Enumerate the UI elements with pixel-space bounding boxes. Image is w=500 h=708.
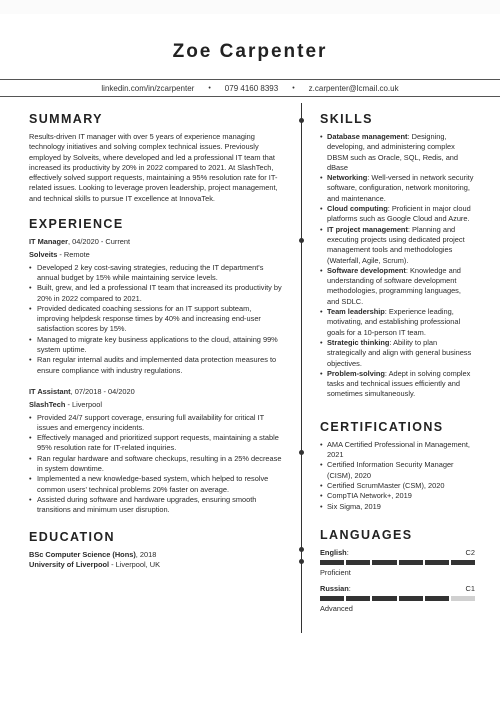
job-bullet: • Effectively managed and prioritized support requests, maintaining a stable 95% resolution rate for IT-related inquiries. [37, 433, 285, 454]
language-level-segment [372, 596, 396, 601]
linkedin-link[interactable]: linkedin.com/in/zcarpenter [101, 83, 195, 93]
summary-text: Results-driven IT manager with over 5 years of experience managing technology initiatives and solving complex technical issues. Previously employed by Solveits, where developed and led a professional IT team that increased its productivity by 20% in 2022 compared to 2021. At SlashTech, effectively solved support requests, maintaining a 95% resolution rate for IT-related issues. Looking to leverage proven leadership, project management, and technical skills to pursue IT excellence at InnovaTek. [29, 132, 278, 203]
languages-heading: LANGUAGES [320, 527, 413, 542]
language-level-segment [372, 560, 396, 565]
summary-section [29, 112, 285, 204]
certifications-heading: CERTIFICATIONS [320, 419, 444, 434]
section-marker-dot [299, 547, 304, 552]
skills-heading: SKILLS [320, 112, 373, 126]
certification-item: • CompTIA Network+, 2019 [320, 491, 412, 501]
job-bullet: • Implemented a new knowledge-based system, which helped to resolve common users' technical problems 20% faster on average. [37, 474, 285, 495]
job-bullet: • Provided 24/7 support coverage, ensuring full availability for critical IT issues and emergency incidents. [37, 413, 285, 434]
job-bullet: • Ran regular internal audits and implemented data protection measures to ensure compliance with industry regulations. [37, 355, 285, 376]
language-level: Advanced [320, 603, 353, 613]
skill-item: • Strategic thinking: Ability to plan strategically and align with general business objectives. [320, 337, 472, 368]
language-level-segment [320, 596, 344, 601]
contact-bottom-rule [0, 96, 500, 97]
page-top-strip [0, 0, 500, 14]
contact-separator: • [208, 84, 211, 92]
language-code: C1 [465, 583, 475, 593]
candidate-name: Zoe Carpenter [172, 41, 328, 62]
right-column [320, 112, 475, 614]
job-entry [29, 237, 285, 376]
language-name: English [320, 547, 347, 557]
job-bullet: • Ran regular hardware and software checkups, resulting in a 25% decrease in system downtime. [37, 454, 285, 475]
left-column [29, 112, 285, 570]
certification-item: • Six Sigma, 2019 [320, 501, 381, 511]
language-level-segment [320, 560, 344, 565]
job-bullet: • Managed to migrate key business applications to the cloud, attaining 99% system uptime. [37, 335, 285, 356]
job-bullet: • Provided dedicated coaching sessions for an IT support subteam, improving helpdesk response times by 40% and increasing end-user satisfaction scores by 15%. [37, 304, 285, 335]
education-heading: EDUCATION [29, 529, 115, 544]
skill-item: • Database management: Designing, developing, and administering complex DBSM such as Oracle, SQL, Redis, and dBase [320, 132, 459, 172]
language-level-segment [346, 596, 370, 601]
language-level-segment [451, 560, 475, 565]
language-code: C2 [465, 547, 475, 557]
skill-item: • Networking: Well-versed in network security software, configuration, network monitoring, and maintenance. [320, 173, 474, 203]
job-company: Solveits - Remote [29, 250, 90, 260]
language-name: Russian [320, 583, 349, 593]
education-degree: BSc Computer Science (Hons), 2018 [29, 549, 157, 559]
experience-heading: EXPERIENCE [29, 217, 124, 232]
language-level-segment [399, 596, 423, 601]
email-link[interactable]: z.carpenter@lcmail.co.uk [308, 83, 399, 93]
language-row: Russian: C1 [320, 583, 475, 593]
education-school: University of Liverpool - Liverpool, UK [29, 559, 161, 569]
phone-number[interactable]: 079 4160 8393 [224, 83, 279, 93]
skill-item: • Team leadership: Experience leading, motivating, and establishing professional goals for a 10-person IT team. [320, 307, 461, 337]
language-level-segment [451, 596, 475, 601]
certification-item: • AMA Certified Professional in Management, 2021 [320, 439, 470, 460]
language-row: English: C2 [320, 547, 475, 557]
language-level-bar [320, 596, 475, 601]
language-entry [320, 584, 475, 614]
language-level-segment [425, 560, 449, 565]
education-section [29, 530, 285, 571]
language-level: Proficient [320, 567, 351, 577]
job-bullet: • Built, grew, and led a professional IT team that increased its productivity by 20% in 2022 compared to 2021. [37, 283, 285, 304]
language-level-segment [399, 560, 423, 565]
language-level-bar [320, 560, 475, 565]
certification-item: • Certified ScrumMaster (CSM), 2020 [320, 480, 445, 490]
job-bullets [29, 263, 285, 376]
experience-section [29, 217, 285, 515]
languages-section [320, 528, 475, 614]
skill-item: • Software development: Knowledge and understanding of software development methodologies, programming languages, and SDLC. [320, 265, 461, 306]
language-entry [320, 548, 475, 578]
section-marker-dot [299, 238, 304, 243]
skills-section [320, 112, 475, 400]
certification-item: • Certified Information Security Manager (CISM), 2020 [320, 460, 454, 480]
job-bullets [29, 413, 285, 516]
language-level-segment [346, 560, 370, 565]
job-company: SlashTech - Liverpool [29, 400, 102, 410]
summary-heading: SUMMARY [29, 112, 103, 126]
job-bullet: • Developed 2 key cost-saving strategies, reducing the IT department's annual budget by 15% while maintaining service levels. [37, 263, 285, 284]
job-bullet: • Assisted during software and hardware upgrades, ensuring smooth transitions and minimum user disruption. [37, 495, 285, 516]
contact-separator: • [292, 84, 295, 92]
section-marker-dot [299, 118, 304, 123]
job-title: IT Assistant, 07/2018 - 04/2020 [29, 386, 135, 396]
skill-item: • Cloud computing: Proficient in major cloud platforms such as Google Cloud and Azure. [320, 204, 471, 224]
column-divider [301, 103, 302, 633]
skill-item: • IT project management: Planning and executing projects using dedicated project management tools and methodologies (Waterfall, Agile, Scrum). [320, 224, 465, 265]
language-level-segment [425, 596, 449, 601]
job-entry [29, 387, 285, 516]
skill-item: • Problem-solving: Adept in solving complex tasks and technical issues efficiently and sometimes simultaneously. [320, 368, 471, 399]
job-title: IT Manager, 04/2020 - Current [29, 237, 131, 247]
certifications-section [320, 420, 475, 512]
contact-bar [0, 80, 500, 96]
section-marker-dot [299, 450, 304, 455]
section-marker-dot [299, 559, 304, 564]
